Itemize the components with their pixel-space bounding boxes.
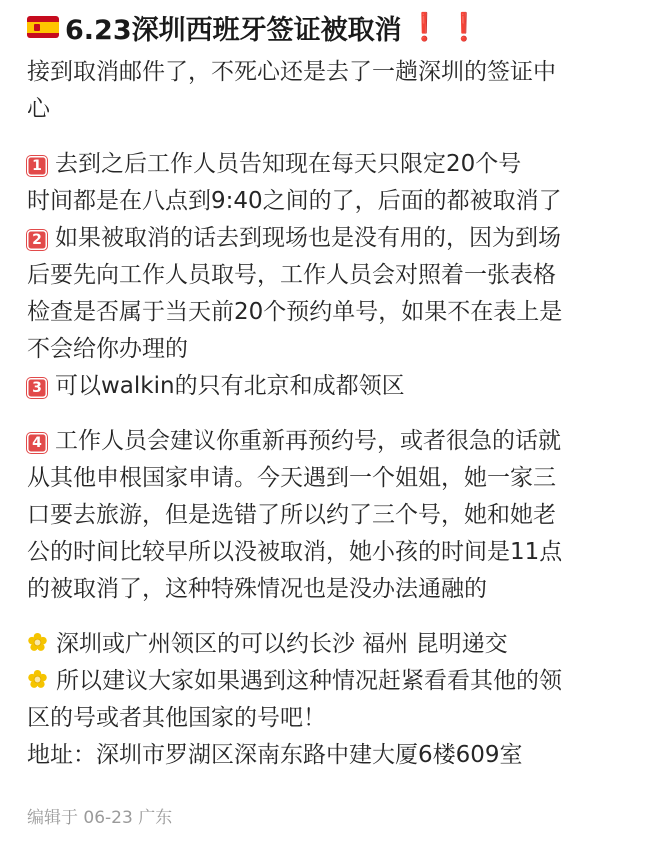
list-item-3 xyxy=(27,368,638,405)
tip-item-1 xyxy=(27,626,638,663)
address-text: 地址：深圳市罗湖区深南东路中建大厦6楼609室 xyxy=(27,742,523,768)
tip-text: 深圳或广州领区的可以约长沙 福州 昆明递交 xyxy=(56,631,508,657)
text-line: 接到取消邮件了，不死心还是去了一趟深圳的签证中 xyxy=(27,59,556,85)
item-text: 可以walkin的只有北京和成都领区 xyxy=(55,373,405,399)
number-one-badge-icon: 1 xyxy=(27,156,47,176)
text-line: 公的时间比较早所以没被取消，她小孩的时间是11点 xyxy=(27,539,563,565)
item-text: 去到之后工作人员告知现在每天只限定20个号 xyxy=(55,151,522,177)
post-body xyxy=(27,54,638,774)
exclamation-icon: ❗ xyxy=(447,12,481,43)
text-line: 不会给你办理的 xyxy=(27,336,188,362)
text-line xyxy=(27,220,638,257)
flower-icon xyxy=(27,669,48,690)
text-line xyxy=(27,663,638,700)
text-line: 口要去旅游，但是选错了所以约了三个号，她和她老 xyxy=(27,502,556,528)
edit-timestamp: 编辑于 06-23 广东 xyxy=(27,808,173,828)
post-title-text: 6.23深圳西班牙签证被取消 xyxy=(65,14,402,46)
text-line xyxy=(27,626,638,663)
tip-item-2 xyxy=(27,663,638,737)
number-three-badge-icon: 3 xyxy=(27,378,47,398)
text-line xyxy=(27,368,638,405)
number-two-badge-icon: 2 xyxy=(27,230,47,250)
text-line: 区的号或者其他国家的号吧！ xyxy=(27,705,326,731)
post-title xyxy=(27,0,638,54)
intro-paragraph xyxy=(27,54,638,128)
list-item-4 xyxy=(27,423,638,608)
number-four-badge-icon: 4 xyxy=(27,433,47,453)
text-line: 时间都是在八点到9:40之间的了，后面的都被取消了 xyxy=(27,188,562,214)
item-text: 如果被取消的话去到现场也是没有用的，因为到场 xyxy=(55,225,561,251)
text-line: 的被取消了，这种特殊情况也是没办法通融的 xyxy=(27,576,487,602)
list-item-1 xyxy=(27,146,638,220)
text-line xyxy=(27,423,638,460)
text-line: 从其他申根国家申请。今天遇到一个姐姐，她一家三 xyxy=(27,465,556,491)
flower-icon xyxy=(27,632,48,653)
text-line: 后要先向工作人员取号，工作人员会对照着一张表格 xyxy=(27,262,556,288)
address-line xyxy=(27,737,638,774)
item-text: 工作人员会建议你重新再预约号，或者很急的话就 xyxy=(55,428,561,454)
list-item-2 xyxy=(27,220,638,368)
spain-flag-icon xyxy=(27,16,59,38)
text-line xyxy=(27,146,638,183)
text-line: 检查是否属于当天前20个预约单号，如果不在表上是 xyxy=(27,299,563,325)
tip-text: 所以建议大家如果遇到这种情况赶紧看看其他的领 xyxy=(56,668,562,694)
exclamation-icon: ❗ xyxy=(407,12,442,43)
text-line: 心 xyxy=(27,96,50,122)
